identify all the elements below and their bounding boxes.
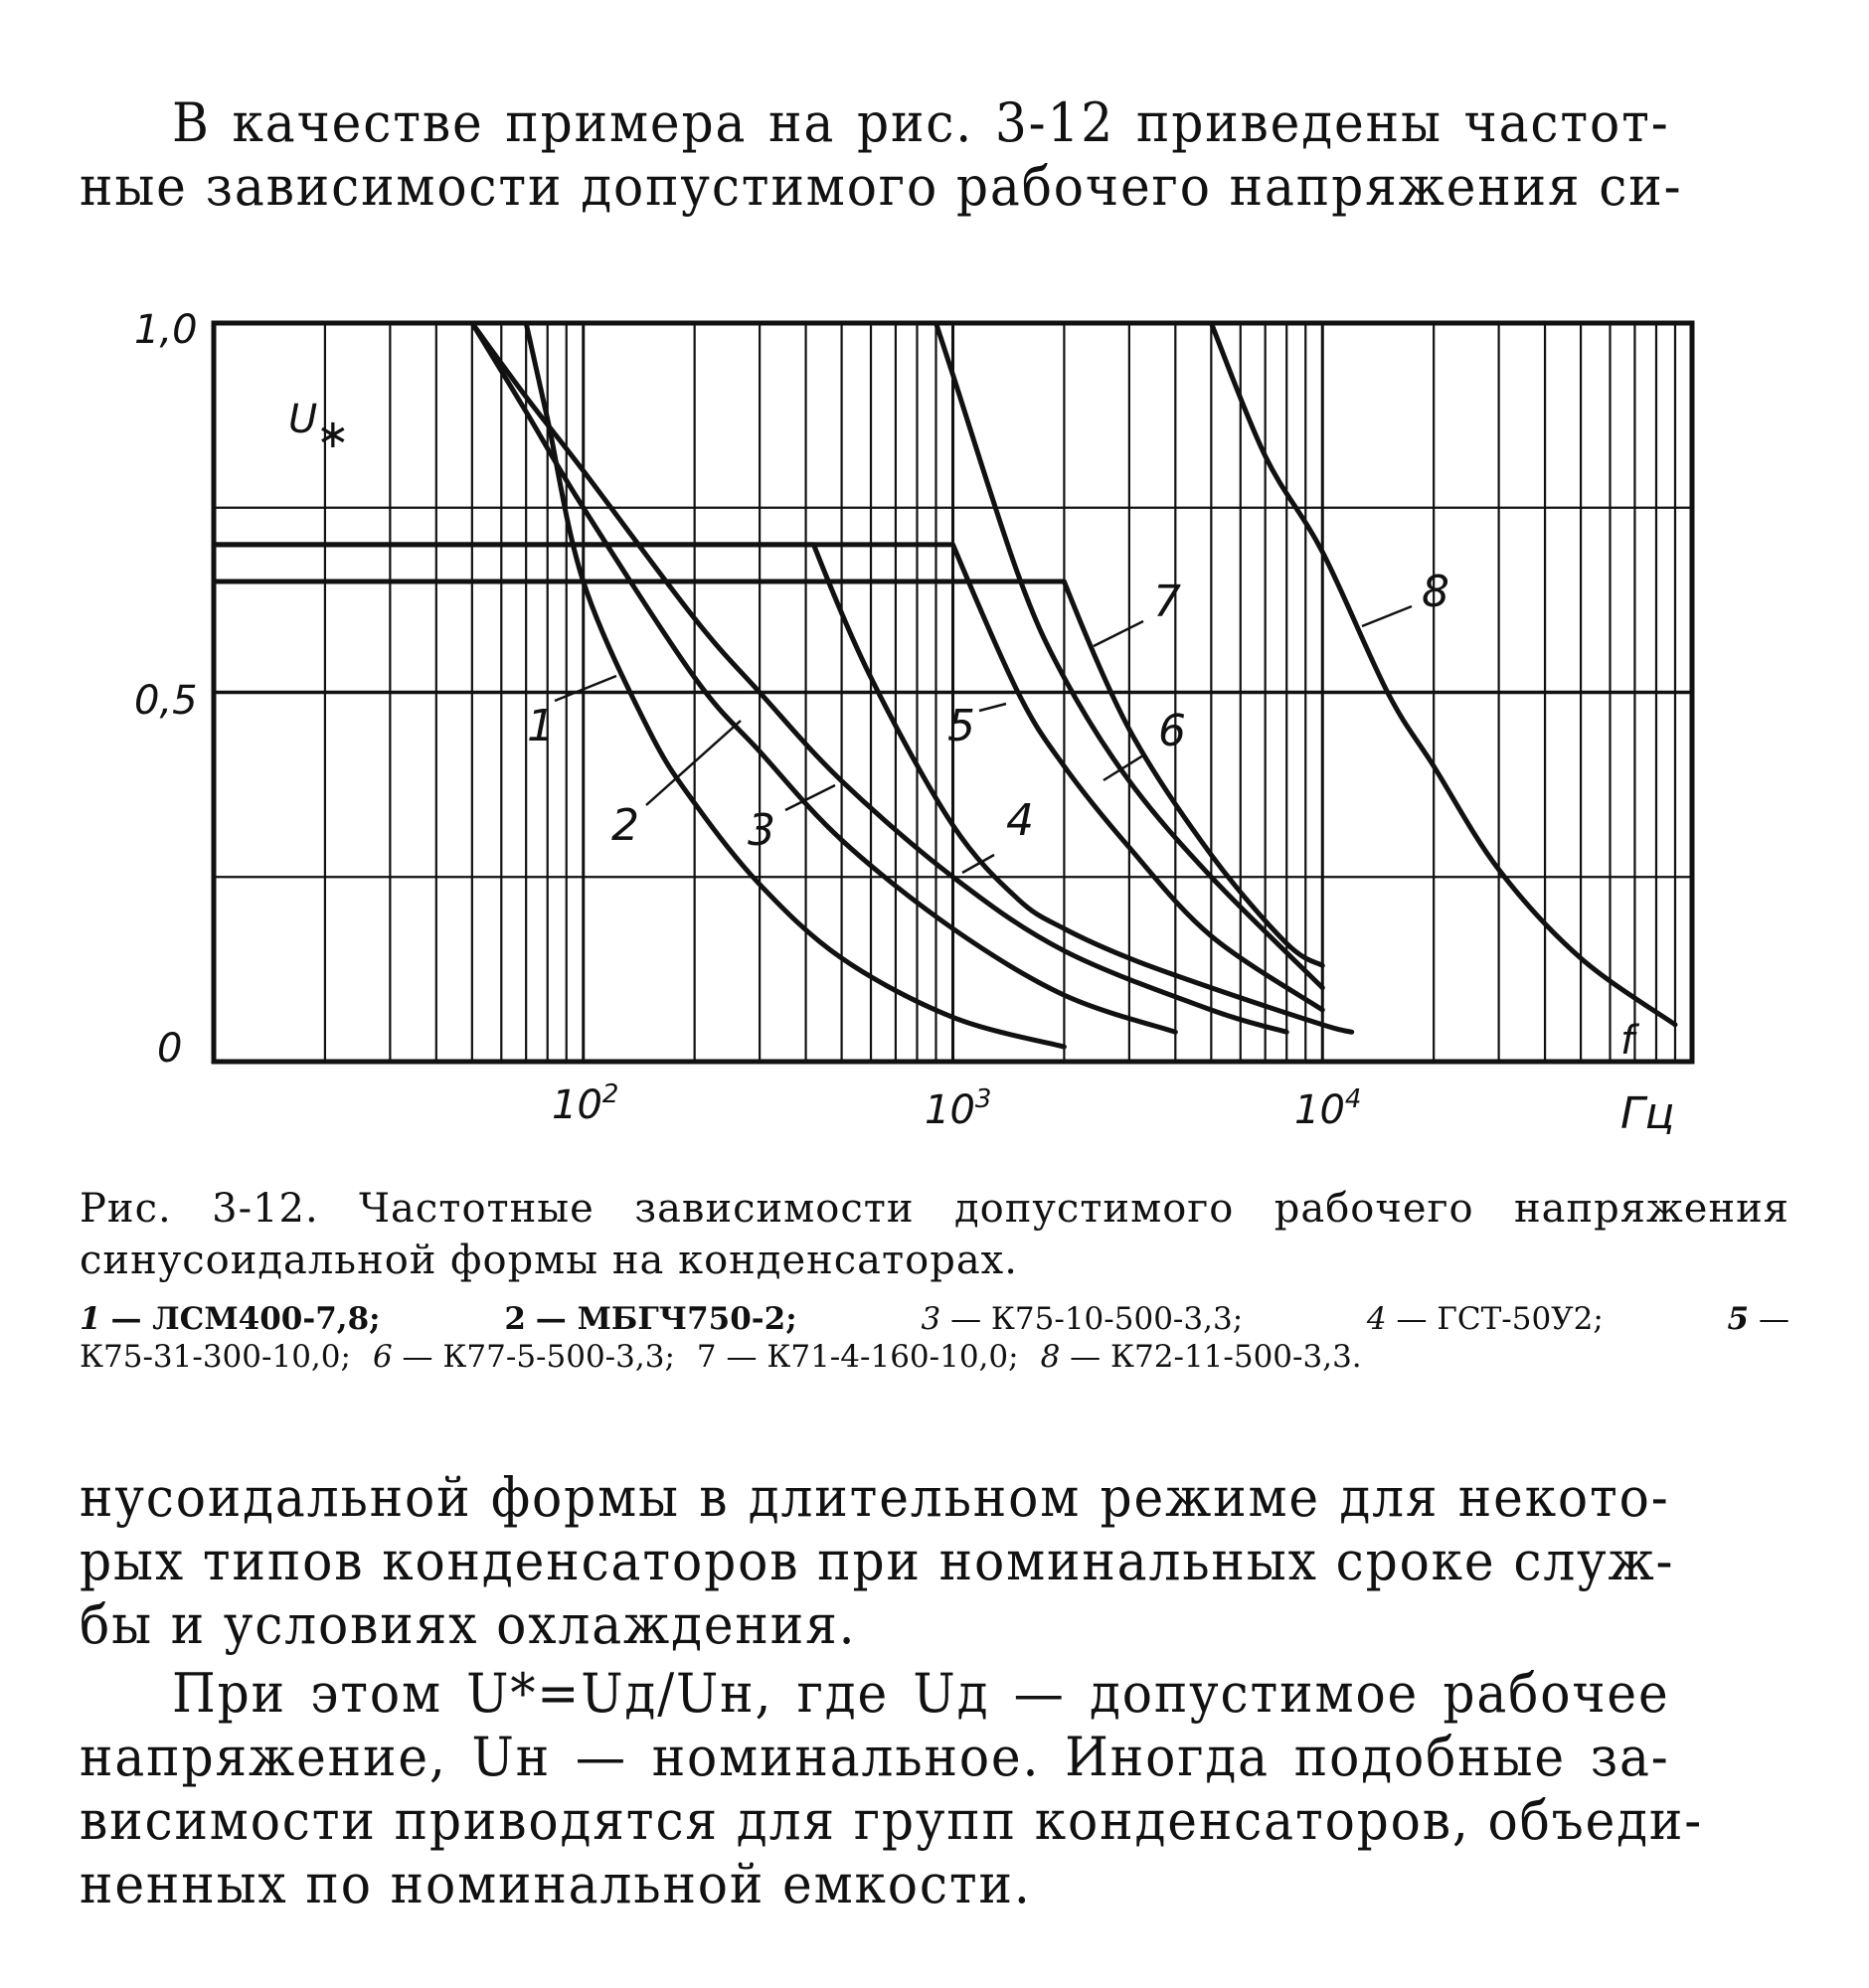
y-tick-1: 1,0 <box>134 307 198 353</box>
legend-item-7: 7 — К71-4-160-10,0; <box>696 1339 1019 1375</box>
text-line: В качестве примера на рис. 3-12 приведены частот- <box>172 91 1670 154</box>
y-axis-label-star: ∗ <box>316 412 350 457</box>
curve-7 <box>214 581 1322 965</box>
x-tick-10000: $10^4$ <box>1294 1084 1362 1133</box>
x-tick-100: $10^2$ <box>552 1079 619 1128</box>
bottom-paragraph-2 <box>80 1662 1704 1916</box>
curve-1 <box>526 323 1064 1047</box>
legend-item-8: 8 — К72-11-500-3,3. <box>1040 1339 1362 1375</box>
legend-item-5: 5 — <box>1727 1301 1789 1337</box>
leader-line-2 <box>646 721 741 805</box>
x-axis-label: f <box>1620 1018 1635 1064</box>
text-line: напряжение, Uн — номинальное. Иногда подобные за- <box>80 1726 1670 1788</box>
text-line: рых типов конденсаторов при номинальных сроке служ- <box>80 1530 1675 1592</box>
text-line: ненных по номинальной емкости. <box>80 1853 1032 1915</box>
curve-label-4: 4 <box>1006 795 1034 846</box>
caption-line: Рис. 3-12. Частотные зависимости допустимого рабочего напряжения <box>80 1186 1789 1232</box>
legend-row <box>80 1338 1789 1376</box>
curve-label-7: 7 <box>1153 577 1181 627</box>
y-tick-0: 0 <box>157 1026 183 1072</box>
curve-label-3: 3 <box>748 805 775 856</box>
text-line: висимости приводятся для групп конденсаторов, объеди- <box>80 1789 1704 1852</box>
text-line: При этом U*=Uд/Uн, где Uд — допустимое рабочее <box>172 1662 1670 1725</box>
curve-8 <box>1211 323 1675 1025</box>
figure-legend <box>80 1300 1789 1376</box>
curve-label-5: 5 <box>947 701 975 751</box>
legend-item-3: 3 — К75-10-500-3,3; <box>921 1301 1244 1337</box>
legend-row <box>80 1300 1789 1338</box>
leader-line-8 <box>1362 606 1412 626</box>
caption-line: синусоидальной формы на конденсаторах. <box>80 1238 1018 1283</box>
x-tick-1000: $10^3$ <box>925 1084 992 1133</box>
curve-3 <box>472 323 1286 1032</box>
curve-labels <box>527 567 1449 873</box>
text-line: ные зависимости допустимого рабочего напряжения си- <box>80 155 1683 218</box>
text-line: бы и условиях охлаждения. <box>80 1593 857 1656</box>
curve-label-8: 8 <box>1422 567 1449 617</box>
bottom-paragraph-1 <box>80 1466 1675 1657</box>
figure-caption <box>80 1183 1789 1286</box>
legend-item-6: 6 — К77-5-500-3,3; <box>372 1339 675 1375</box>
curve-label-6: 6 <box>1158 706 1186 756</box>
legend-item-5-cont: К75-31-300-10,0; <box>80 1339 351 1375</box>
leader-line-5 <box>979 704 1006 711</box>
curve-label-1: 1 <box>527 701 555 751</box>
y-tick-05: 0,5 <box>134 678 198 724</box>
curve-label-2: 2 <box>611 800 639 851</box>
leader-line-7 <box>1094 621 1143 646</box>
legend-item-2: 2 — МБГЧ750-2; <box>504 1301 797 1337</box>
y-axis-label: U <box>288 397 318 442</box>
curve-2 <box>472 323 1175 1032</box>
leader-line-1 <box>555 676 616 701</box>
legend-item-4: 4 — ГСТ-50У2; <box>1366 1301 1604 1337</box>
chart-curves <box>214 323 1675 1047</box>
legend-item-1: 1 — ЛСМ400-7,8; <box>80 1301 381 1337</box>
chart-grid <box>214 323 1692 1062</box>
x-unit-label: Гц <box>1620 1088 1675 1139</box>
text-line: нусоидальной формы в длительном режиме для некото- <box>80 1466 1670 1529</box>
